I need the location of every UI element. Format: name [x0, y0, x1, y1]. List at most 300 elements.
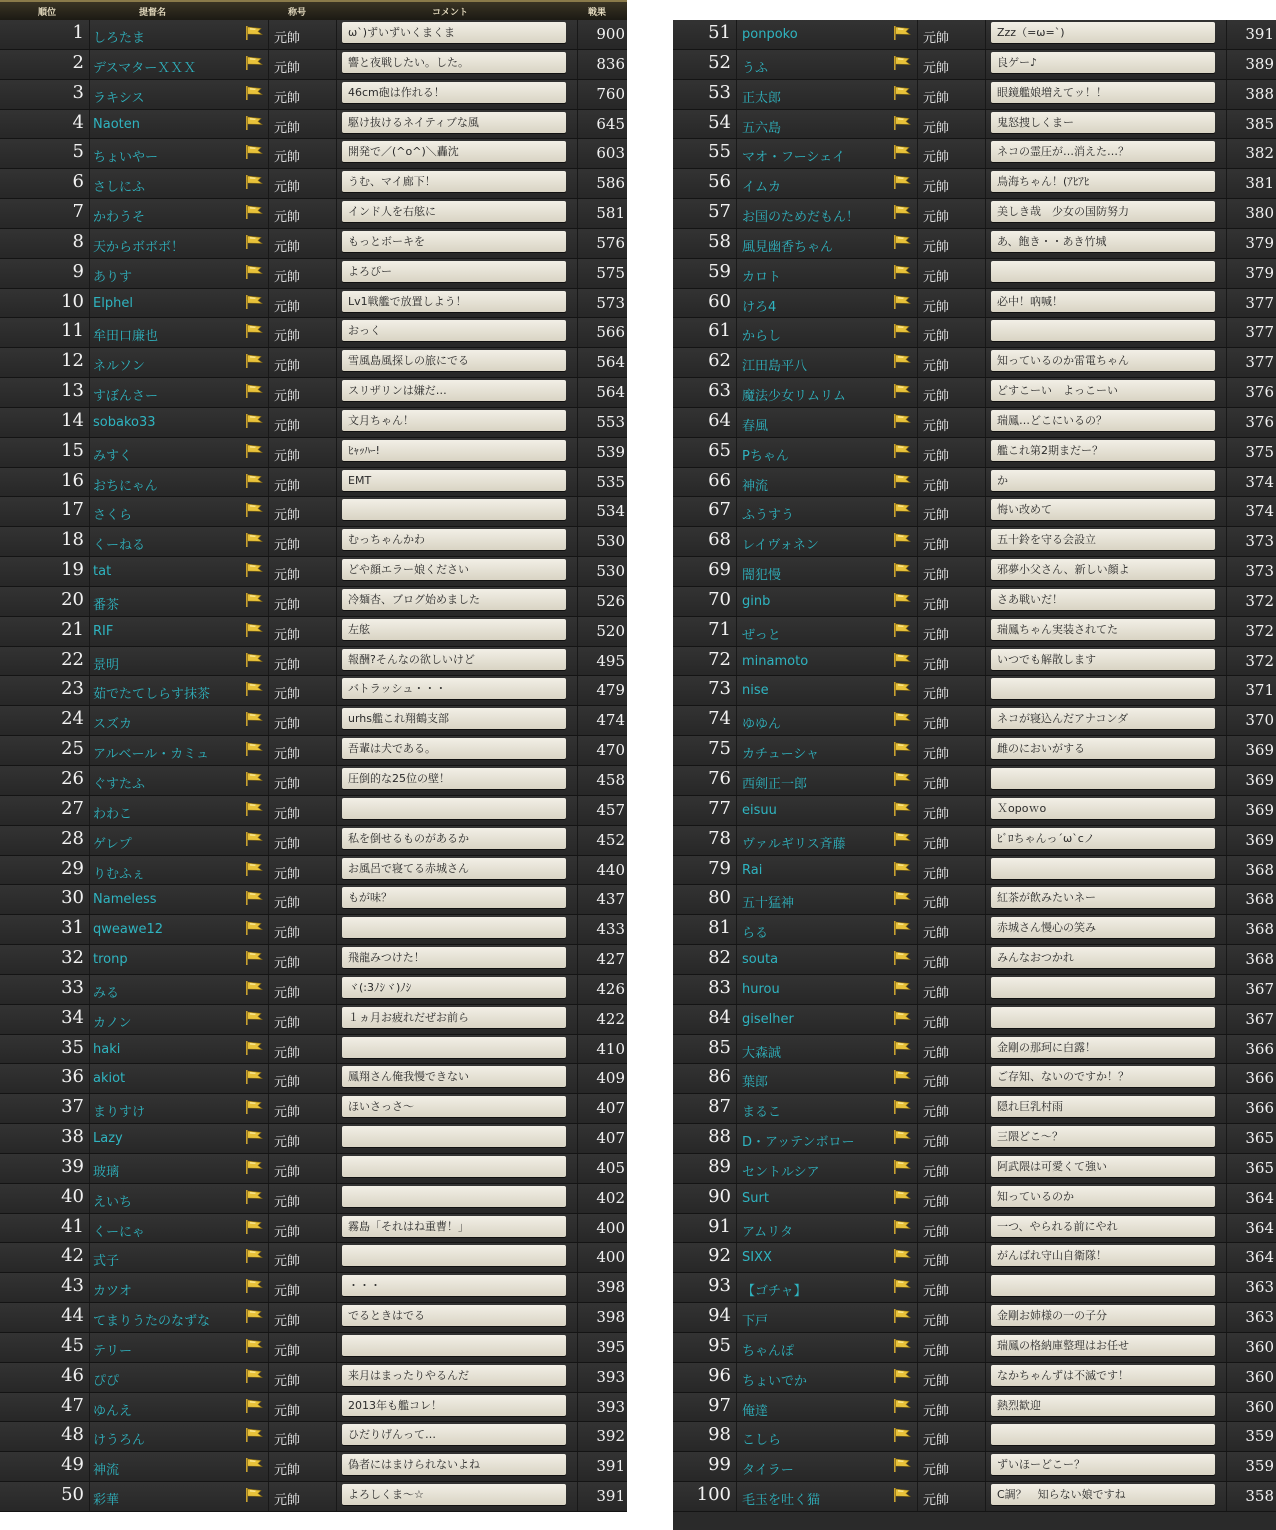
- rank-number: 15: [61, 439, 84, 461]
- rank-number: 90: [708, 1185, 731, 1207]
- column-divider: [917, 408, 918, 437]
- admiral-name: 闇犯慢: [742, 568, 782, 584]
- table-row: [0, 975, 627, 1005]
- comment-bubble: 阿武隈は可愛くて強い: [991, 1156, 1215, 1177]
- exploits-value: 363: [1245, 1278, 1274, 1297]
- column-divider: [268, 80, 269, 109]
- column-divider: [336, 229, 337, 258]
- column-divider: [89, 289, 90, 318]
- table-row: [673, 1273, 1276, 1303]
- admiral-name: らる: [742, 926, 769, 942]
- table-row: [0, 289, 627, 319]
- comment-bubble: １ヵ月お疲れだぜお前ら: [342, 1007, 566, 1028]
- column-divider: [577, 20, 578, 49]
- column-divider: [336, 975, 337, 1004]
- rank-title: 元帥: [274, 538, 301, 554]
- column-divider: [1226, 587, 1227, 616]
- exploits-value: 407: [596, 1129, 625, 1148]
- column-divider: [336, 1154, 337, 1183]
- flag-icon: [244, 264, 264, 280]
- column-divider: [985, 557, 986, 586]
- column-divider: [1226, 497, 1227, 526]
- rank-number: 58: [708, 230, 731, 252]
- admiral-name: ネルソン: [93, 359, 146, 375]
- table-row: [0, 1214, 627, 1244]
- column-divider: [917, 438, 918, 467]
- admiral-name: イムカ: [742, 180, 782, 196]
- column-divider: [1226, 1005, 1227, 1034]
- admiral-name: 下戸: [742, 1314, 769, 1330]
- table-row: [673, 348, 1276, 378]
- column-divider: [89, 110, 90, 139]
- exploits-value: 566: [596, 323, 625, 342]
- column-divider: [917, 468, 918, 497]
- column-divider: [1226, 1482, 1227, 1511]
- comment-bubble: ひだりげんって…: [342, 1424, 566, 1445]
- column-divider: [736, 1333, 737, 1362]
- column-divider: [577, 139, 578, 168]
- admiral-name: D・アッテンボロー: [742, 1135, 855, 1151]
- column-divider: [577, 259, 578, 288]
- exploits-value: 539: [596, 442, 625, 461]
- comment-bubble: 艦これ第2期まだー？: [991, 440, 1215, 461]
- rank-title: 元帥: [274, 1105, 301, 1121]
- column-divider: [89, 348, 90, 377]
- rank-title: 元帥: [274, 1254, 301, 1270]
- column-divider: [268, 438, 269, 467]
- admiral-name: 玻璃: [93, 1164, 120, 1180]
- column-divider: [268, 557, 269, 586]
- column-divider: [917, 1214, 918, 1243]
- column-divider: [736, 1393, 737, 1422]
- exploits-value: 391: [596, 1487, 625, 1506]
- column-divider: [736, 945, 737, 974]
- admiral-name: ちょいやー: [93, 150, 159, 166]
- flag-icon: [892, 1099, 912, 1115]
- flag-icon: [244, 55, 264, 71]
- comment-bubble: ずいほーどこー？: [991, 1454, 1215, 1475]
- comment-bubble: 金剛お姉様の一の子分: [991, 1305, 1215, 1326]
- comment-bubble: もっとボーキを: [342, 231, 566, 252]
- column-divider: [917, 289, 918, 318]
- column-divider: [577, 736, 578, 765]
- flag-icon: [244, 1040, 264, 1056]
- column-divider: [336, 617, 337, 646]
- table-row: [0, 856, 627, 886]
- rank-number: 95: [708, 1334, 731, 1356]
- column-divider: [736, 1422, 737, 1451]
- flag-icon: [244, 1368, 264, 1384]
- column-divider: [577, 1184, 578, 1213]
- comment-bubble: ほいさっさ～: [342, 1096, 566, 1117]
- rank-number: 40: [61, 1185, 84, 1207]
- column-divider: [1226, 408, 1227, 437]
- flag-icon: [244, 592, 264, 608]
- table-row: [0, 1452, 627, 1482]
- column-divider: [89, 557, 90, 586]
- column-divider: [985, 676, 986, 705]
- column-divider: [736, 1214, 737, 1243]
- rank-title: 元帥: [274, 866, 301, 882]
- flag-icon: [244, 711, 264, 727]
- exploits-value: 495: [596, 651, 625, 670]
- column-divider: [736, 975, 737, 1004]
- admiral-name: マオ・フーシェイ: [742, 150, 846, 166]
- rank-number: 2: [72, 51, 84, 73]
- admiral-name: かわうそ: [93, 210, 146, 226]
- flag-icon: [892, 115, 912, 131]
- column-divider: [917, 915, 918, 944]
- rank-number: 5: [72, 141, 84, 163]
- flag-icon: [244, 473, 264, 489]
- rank-title: 元帥: [923, 508, 950, 524]
- admiral-name: 毛玉を吐く猫: [742, 1493, 821, 1509]
- flag-icon: [244, 1219, 264, 1235]
- column-divider: [577, 378, 578, 407]
- table-row: [0, 945, 627, 975]
- column-divider: [336, 1094, 337, 1123]
- table-row: [673, 796, 1276, 826]
- column-divider: [1226, 885, 1227, 914]
- column-divider: [577, 1452, 578, 1481]
- column-divider: [268, 676, 269, 705]
- admiral-name: 彩華: [93, 1493, 120, 1509]
- rank-title: 元帥: [923, 836, 950, 852]
- table-row: [0, 1064, 627, 1094]
- column-divider: [577, 1393, 578, 1422]
- column-divider: [736, 80, 737, 109]
- column-divider: [577, 1363, 578, 1392]
- rank-title: 元帥: [274, 717, 301, 733]
- column-divider: [268, 199, 269, 228]
- column-divider: [268, 1333, 269, 1362]
- rank-number: 97: [708, 1394, 731, 1416]
- flag-icon: [892, 1159, 912, 1175]
- table-row: [0, 378, 627, 408]
- comment-bubble: ・・・: [342, 1275, 566, 1296]
- table-row: [673, 199, 1276, 229]
- table-row: [0, 110, 627, 140]
- flag-icon: [244, 174, 264, 190]
- column-divider: [89, 139, 90, 168]
- rank-number: 56: [708, 171, 731, 193]
- column-divider: [577, 50, 578, 79]
- rank-number: 86: [708, 1066, 731, 1088]
- flag-icon: [892, 1248, 912, 1264]
- exploits-value: 374: [1245, 502, 1274, 521]
- column-divider: [985, 1482, 986, 1511]
- column-divider: [89, 706, 90, 735]
- column-divider: [336, 318, 337, 347]
- column-divider: [985, 1064, 986, 1093]
- flag-icon: [244, 383, 264, 399]
- rank-title: 元帥: [274, 806, 301, 822]
- rank-title: 元帥: [923, 1135, 950, 1151]
- rank-title: 元帥: [923, 568, 950, 584]
- rank-number: 71: [708, 618, 731, 640]
- exploits-value: 405: [596, 1158, 625, 1177]
- admiral-name: 葉郎: [742, 1075, 769, 1091]
- column-divider: [89, 1184, 90, 1213]
- admiral-name: 【ゴチャ】: [742, 1284, 807, 1300]
- column-divider: [1226, 1363, 1227, 1392]
- comment-bubble: [342, 1186, 566, 1207]
- column-divider: [917, 975, 918, 1004]
- column-divider: [336, 1363, 337, 1392]
- column-divider: [336, 1184, 337, 1213]
- exploits-value: 526: [596, 591, 625, 610]
- column-divider: [1226, 766, 1227, 795]
- column-divider: [736, 766, 737, 795]
- rank-title: 元帥: [274, 896, 301, 912]
- flag-icon: [244, 622, 264, 638]
- admiral-name: りむふぇ: [93, 866, 146, 882]
- rank-title: 元帥: [923, 1254, 950, 1270]
- column-divider: [917, 259, 918, 288]
- column-divider: [985, 20, 986, 49]
- rank-number: 76: [708, 768, 731, 789]
- comment-bubble: 瑞鳳の格納庫整理はお任せ: [991, 1335, 1215, 1356]
- column-divider: [917, 497, 918, 526]
- column-divider: [89, 676, 90, 705]
- exploits-value: 392: [596, 1427, 625, 1446]
- column-divider: [336, 169, 337, 198]
- rank-title: 元帥: [274, 985, 301, 1001]
- admiral-name: からし: [742, 329, 782, 345]
- column-divider: [917, 617, 918, 646]
- table-row: [673, 259, 1276, 289]
- rank-title: 元帥: [923, 597, 950, 613]
- table-row: [673, 50, 1276, 80]
- flag-icon: [892, 473, 912, 489]
- ranking-panel-right: [673, 20, 1276, 1530]
- admiral-name: ヴァルギリス斉藤: [742, 836, 846, 852]
- comment-bubble: 邪夢小父さん、新しい顔よ: [991, 559, 1215, 580]
- rank-number: 1: [72, 22, 84, 43]
- rank-number: 24: [61, 708, 84, 730]
- exploits-value: 581: [596, 204, 625, 223]
- flag-icon: [244, 1159, 264, 1175]
- column-divider: [268, 229, 269, 258]
- column-divider: [985, 1422, 986, 1451]
- comment-bubble: ﾋｬｯﾊｰ!: [342, 440, 566, 461]
- rank-number: 67: [708, 499, 731, 521]
- flag-icon: [892, 681, 912, 697]
- column-divider: [268, 1094, 269, 1123]
- flag-icon: [892, 383, 912, 399]
- exploits-value: 359: [1245, 1457, 1274, 1476]
- flag-icon: [244, 204, 264, 220]
- column-divider: [89, 1124, 90, 1153]
- rank-number: 65: [708, 439, 731, 461]
- flag-icon: [892, 711, 912, 727]
- rank-title: 元帥: [274, 1164, 301, 1180]
- table-row: [673, 736, 1276, 766]
- comment-bubble: よろぴー: [342, 261, 566, 282]
- table-row: [673, 1333, 1276, 1363]
- admiral-name: Rai: [742, 862, 763, 878]
- admiral-name: わわこ: [93, 806, 133, 822]
- column-divider: [917, 50, 918, 79]
- column-divider: [736, 706, 737, 735]
- comment-bubble: [342, 1245, 566, 1266]
- flag-icon: [244, 1010, 264, 1026]
- flag-icon: [244, 741, 264, 757]
- column-divider: [917, 1124, 918, 1153]
- column-divider: [917, 1154, 918, 1183]
- exploits-value: 426: [596, 979, 625, 998]
- comment-bubble: よろしくま～☆: [342, 1484, 566, 1505]
- column-divider: [268, 1124, 269, 1153]
- exploits-value: 398: [596, 1278, 625, 1297]
- exploits-value: 373: [1245, 562, 1274, 581]
- column-divider: [577, 348, 578, 377]
- column-divider: [268, 706, 269, 735]
- flag-icon: [892, 353, 912, 369]
- column-divider: [1226, 259, 1227, 288]
- column-divider: [917, 1482, 918, 1511]
- flag-icon: [244, 1457, 264, 1473]
- flag-icon: [892, 890, 912, 906]
- column-divider: [89, 826, 90, 855]
- admiral-name: アムリタ: [742, 1224, 794, 1240]
- admiral-name: 式子: [93, 1254, 120, 1270]
- column-divider: [577, 438, 578, 467]
- rank-title: 元帥: [274, 657, 301, 673]
- rank-title: 元帥: [923, 389, 950, 405]
- column-divider: [917, 527, 918, 556]
- admiral-name: akiot: [93, 1071, 126, 1087]
- column-divider: [336, 348, 337, 377]
- column-divider: [268, 647, 269, 676]
- admiral-name: カツオ: [93, 1284, 133, 1300]
- column-divider: [268, 1214, 269, 1243]
- column-divider: [736, 408, 737, 437]
- column-divider: [89, 1333, 90, 1362]
- column-divider: [336, 706, 337, 735]
- column-divider: [985, 318, 986, 347]
- column-divider: [736, 1243, 737, 1272]
- flag-icon: [244, 1427, 264, 1443]
- admiral-name: テリー: [93, 1343, 133, 1359]
- table-row: [673, 676, 1276, 706]
- column-divider: [736, 110, 737, 139]
- column-divider: [917, 139, 918, 168]
- column-divider: [577, 647, 578, 676]
- table-row: [0, 647, 627, 677]
- rank-title: 元帥: [274, 1343, 301, 1359]
- flag-icon: [892, 652, 912, 668]
- flag-icon: [892, 55, 912, 71]
- rank-number: 25: [61, 738, 84, 760]
- column-divider: [268, 348, 269, 377]
- comment-bubble: 冷麺杏、ブログ始めました: [342, 589, 566, 610]
- column-divider: [577, 289, 578, 318]
- column-divider: [736, 20, 737, 49]
- rank-number: 80: [708, 887, 731, 909]
- column-divider: [917, 796, 918, 825]
- column-divider: [917, 706, 918, 735]
- rank-title: 元帥: [274, 1314, 301, 1330]
- comment-bubble: 良ゲー♪: [991, 52, 1215, 73]
- column-divider: [268, 1452, 269, 1481]
- comment-bubble: 来月はまったりやるんだ: [342, 1365, 566, 1386]
- column-divider: [577, 1482, 578, 1511]
- comment-bubble: 五十鈴を守る会設立: [991, 529, 1215, 550]
- rank-title: 元帥: [923, 150, 950, 166]
- comment-bubble: [991, 768, 1215, 789]
- rank-title: 元帥: [274, 1135, 301, 1151]
- table-row: [0, 1333, 627, 1363]
- column-divider: [917, 945, 918, 974]
- rank-number: 78: [708, 827, 731, 849]
- flag-icon: [244, 25, 264, 41]
- rank-number: 27: [61, 797, 84, 819]
- column-divider: [268, 856, 269, 885]
- flag-icon: [892, 1189, 912, 1205]
- admiral-name: 景明: [93, 657, 120, 673]
- flag-icon: [892, 323, 912, 339]
- admiral-name: 正太郎: [742, 90, 782, 106]
- column-divider: [1226, 617, 1227, 646]
- rank-title: 元帥: [274, 1433, 301, 1449]
- rank-number: 42: [61, 1245, 84, 1267]
- column-divider: [336, 796, 337, 825]
- admiral-name: 風見幽香ちゃん: [742, 239, 834, 255]
- admiral-name: Naoten: [93, 116, 140, 132]
- flag-icon: [892, 502, 912, 518]
- rank-title: 元帥: [274, 1015, 301, 1031]
- admiral-name: アルベール・カミュ: [93, 747, 209, 763]
- column-divider: [985, 468, 986, 497]
- admiral-name: ぜっと: [742, 627, 781, 643]
- column-divider: [985, 706, 986, 735]
- column-divider: [577, 826, 578, 855]
- comment-bubble: [991, 678, 1215, 699]
- rank-title: 元帥: [274, 747, 301, 763]
- rank-title: 元帥: [923, 180, 950, 196]
- column-divider: [917, 885, 918, 914]
- column-divider: [985, 1154, 986, 1183]
- column-divider: [985, 856, 986, 885]
- admiral-name: カチューシャ: [742, 747, 820, 763]
- exploits-value: 479: [596, 681, 625, 700]
- comment-bubble: 開発で／(^o^)＼轟沈: [342, 141, 566, 162]
- header-name: 提督名: [139, 8, 167, 18]
- column-divider: [1226, 1273, 1227, 1302]
- column-divider: [736, 1124, 737, 1153]
- admiral-name: haki: [93, 1041, 121, 1057]
- column-divider: [985, 438, 986, 467]
- table-row: [0, 1124, 627, 1154]
- column-divider: [89, 1422, 90, 1451]
- admiral-name: giselher: [742, 1011, 794, 1027]
- rank-title: 元帥: [274, 299, 301, 315]
- admiral-name: さくら: [93, 508, 133, 524]
- rank-number: 50: [61, 1484, 84, 1506]
- column-divider: [917, 1303, 918, 1332]
- flag-icon: [892, 950, 912, 966]
- exploits-value: 573: [596, 293, 625, 312]
- rank-number: 70: [708, 588, 731, 610]
- table-row: [0, 1154, 627, 1184]
- rank-number: 14: [61, 409, 84, 431]
- column-divider: [89, 1064, 90, 1093]
- rank-title: 元帥: [923, 1343, 950, 1359]
- column-divider: [985, 1214, 986, 1243]
- rank-number: 44: [61, 1305, 84, 1327]
- rank-title: 元帥: [923, 1015, 950, 1031]
